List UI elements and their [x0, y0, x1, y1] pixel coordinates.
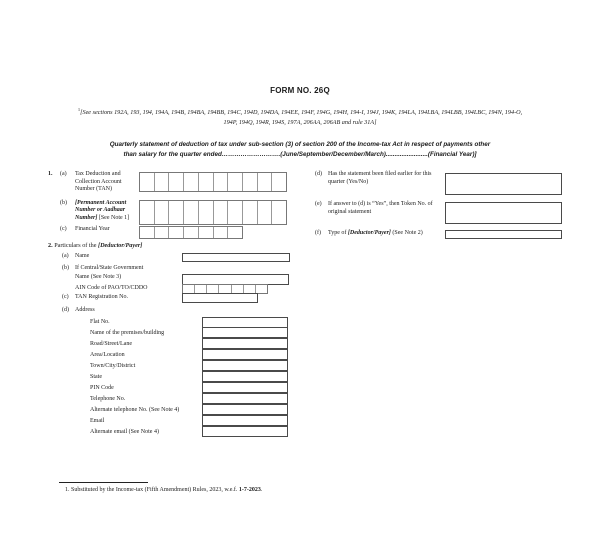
item-2c-tag: (c) — [62, 294, 69, 301]
address-table — [90, 317, 564, 438]
char-box[interactable] — [154, 173, 169, 191]
sections-note — [35, 106, 565, 128]
item-e-tag: (e) — [315, 201, 322, 207]
address-row-label: Road/Street/Lane — [90, 340, 132, 347]
char-box[interactable] — [243, 285, 255, 293]
section2-heading — [48, 242, 564, 250]
financial-year-char-grid[interactable] — [139, 226, 243, 239]
item-2b-tag: (b) — [62, 264, 69, 271]
field-tan — [48, 171, 290, 194]
deductor-type-note: (See Note 2) — [390, 230, 423, 236]
char-box[interactable] — [231, 285, 243, 293]
section2-heading-text: Particulars of the — [52, 242, 99, 249]
filed-earlier-input-box[interactable] — [445, 173, 562, 195]
sections-note-line1: [See sections 192A, 193, 194, 194A, 194B, 194BA, 194BB, 194C, 194D, 194DA, 194EE, 194F, 194G, 194H, 194-I, 194J, 194K, 194LA, 194LBA, 194LBB, 194LBC, 194N, 194-O, — [80, 109, 523, 117]
form-subtitle — [50, 140, 550, 160]
item-b-tag: (b) — [60, 199, 67, 206]
token-number-label: If answer to (d) is “Yes”, then Token No. of original statement — [328, 201, 433, 215]
deductor-type-prefix: Type of — [328, 230, 348, 236]
central-state-gov-label: If Central/State Government — [75, 264, 144, 271]
address-row-label: Area/Location — [90, 351, 125, 358]
field-central-state-gov — [48, 265, 564, 273]
state-input-box[interactable] — [202, 371, 288, 382]
address-row-label: Telephone No. — [90, 395, 126, 402]
field-name — [48, 253, 564, 262]
flat-no-input-box[interactable] — [202, 317, 288, 328]
section1-left-column — [48, 171, 290, 239]
token-number-input-box[interactable] — [445, 202, 562, 224]
pan-char-grid[interactable] — [139, 200, 287, 225]
address-row-label: Email — [90, 417, 105, 424]
address-row-pin — [90, 383, 564, 394]
alt-telephone-input-box[interactable] — [202, 404, 288, 415]
item-f-tag: (f) — [315, 230, 321, 236]
item-2d-tag: (d) — [62, 307, 69, 314]
char-box[interactable] — [271, 173, 286, 191]
footnote-separator — [59, 482, 148, 483]
deductor-type-bracketed: [Deductor/Payer] — [347, 230, 391, 236]
tan-registration-input-box[interactable] — [182, 293, 258, 303]
item-2a-tag: (a) — [62, 252, 69, 259]
address-row-label: Town/City/District — [90, 362, 136, 369]
char-box[interactable] — [198, 227, 213, 238]
char-box[interactable] — [257, 201, 272, 224]
char-box[interactable] — [168, 173, 183, 191]
char-box[interactable] — [183, 173, 198, 191]
address-row-label: PIN Code — [90, 384, 114, 391]
telephone-input-box[interactable] — [202, 393, 288, 404]
deductor-type-input-box[interactable] — [445, 230, 562, 239]
field-gov-name — [48, 274, 564, 285]
deductor-type-label — [328, 230, 438, 238]
field-tan-registration — [48, 294, 564, 303]
char-box[interactable] — [183, 201, 198, 224]
field-address-heading — [48, 307, 564, 315]
address-label: Address — [75, 307, 95, 314]
char-box[interactable] — [140, 227, 154, 238]
section2-number: 2. — [48, 242, 53, 249]
char-box[interactable] — [213, 201, 228, 224]
email-input-box[interactable] — [202, 415, 288, 426]
address-row-telephone — [90, 394, 564, 405]
footnote-suffix: . — [260, 487, 263, 493]
premises-input-box[interactable] — [202, 327, 288, 338]
address-row-label: Flat No. — [90, 318, 110, 325]
address-row-label: Alternate email (See Note 4) — [90, 428, 159, 435]
char-box[interactable] — [227, 227, 242, 238]
field-pan — [48, 200, 290, 225]
char-box[interactable] — [198, 201, 213, 224]
ain-code-label: AIN Code of PAO/TO/CDDO — [75, 285, 148, 292]
char-box[interactable] — [198, 173, 213, 191]
char-box[interactable] — [168, 201, 183, 224]
char-box[interactable] — [183, 285, 194, 293]
char-box[interactable] — [242, 201, 257, 224]
char-box[interactable] — [140, 173, 154, 191]
subtitle-line2: than salary for the quarter ended……………………….(June/September/December/March)........................(Financial Year)] — [123, 151, 477, 159]
item-c-tag: (c) — [60, 225, 67, 232]
address-row-state — [90, 372, 564, 383]
item-a-tag: (a) — [60, 171, 67, 177]
char-box[interactable] — [154, 201, 169, 224]
char-box[interactable] — [271, 201, 286, 224]
section1-number: 1. — [48, 171, 53, 177]
address-row-town — [90, 361, 564, 372]
section2-particulars — [48, 242, 564, 438]
item-d-tag: (d) — [315, 171, 322, 177]
address-row-flat-no — [90, 317, 564, 328]
char-box[interactable] — [255, 285, 267, 293]
field-filed-earlier — [315, 171, 562, 195]
name-label: Name — [75, 252, 90, 259]
char-box[interactable] — [227, 201, 242, 224]
footnote-text — [65, 487, 262, 493]
name-input-box[interactable] — [182, 253, 290, 262]
address-row-label: State — [90, 373, 102, 380]
filed-earlier-label: Has the statement been filed earlier for this quarter (Yes/No) — [328, 171, 432, 185]
char-box[interactable] — [140, 201, 154, 224]
pan-label — [75, 200, 139, 223]
address-row-premises — [90, 328, 564, 339]
char-box[interactable] — [213, 173, 228, 191]
pan-label-note: [See Note 1] — [98, 214, 130, 221]
address-row-email — [90, 416, 564, 427]
footnote-marker: 1 — [77, 107, 81, 112]
area-input-box[interactable] — [202, 349, 288, 360]
tan-label: Tax Deduction and Collection Account Number (TAN) — [75, 171, 122, 192]
char-box[interactable] — [154, 227, 169, 238]
char-box[interactable] — [183, 227, 198, 238]
financial-year-label: Financial Year — [75, 225, 110, 232]
gov-name-label: Name (See Note 3) — [75, 274, 122, 281]
road-input-box[interactable] — [202, 338, 288, 349]
char-box[interactable] — [242, 173, 257, 191]
footnote — [59, 482, 262, 493]
char-box[interactable] — [218, 285, 230, 293]
field-financial-year — [48, 226, 290, 239]
footnote-date: 1-7-2023 — [238, 487, 261, 493]
field-token-number — [315, 201, 562, 224]
char-box[interactable] — [194, 285, 206, 293]
field-ain-code — [48, 285, 564, 294]
address-row-alt-telephone — [90, 405, 564, 416]
char-box[interactable] — [206, 285, 218, 293]
address-row-road — [90, 339, 564, 350]
address-row-area — [90, 350, 564, 361]
section2-heading-bracketed: [Deductor/Payer] — [98, 242, 143, 249]
footnote-prefix: 1. Substituted by the Income-tax (Fifth Amendment) Rules, 2023, w.e.f. — [65, 487, 239, 493]
char-box[interactable] — [213, 227, 228, 238]
char-box[interactable] — [227, 173, 242, 191]
pin-code-input-box[interactable] — [202, 382, 288, 393]
alt-email-input-box[interactable] — [202, 426, 288, 437]
subtitle-line1: Quarterly statement of deduction of tax under sub-section (3) of section 200 of the Income-tax Act in respect of payments other — [109, 141, 491, 148]
char-box[interactable] — [257, 173, 272, 191]
form-title: FORM NO. 26Q — [270, 86, 330, 95]
tan-registration-label: TAN Registration No. — [75, 294, 129, 301]
town-input-box[interactable] — [202, 360, 288, 371]
sections-note-line2: 194P, 194Q, 194R, 194S, 197A, 206AA, 206AB and rule 31A] — [223, 118, 377, 126]
pan-label-bracketed: [Permanent Account Number or Aadhaar Number] — [75, 199, 127, 221]
address-row-alt-email — [90, 427, 564, 438]
section1-right-column — [315, 171, 562, 239]
char-box[interactable] — [168, 227, 183, 238]
field-deductor-type — [315, 230, 562, 239]
address-row-label: Alternate telephone No. (See Note 4) — [90, 406, 180, 413]
address-row-label: Name of the premises/building — [90, 329, 165, 336]
tan-char-grid[interactable] — [139, 172, 287, 192]
